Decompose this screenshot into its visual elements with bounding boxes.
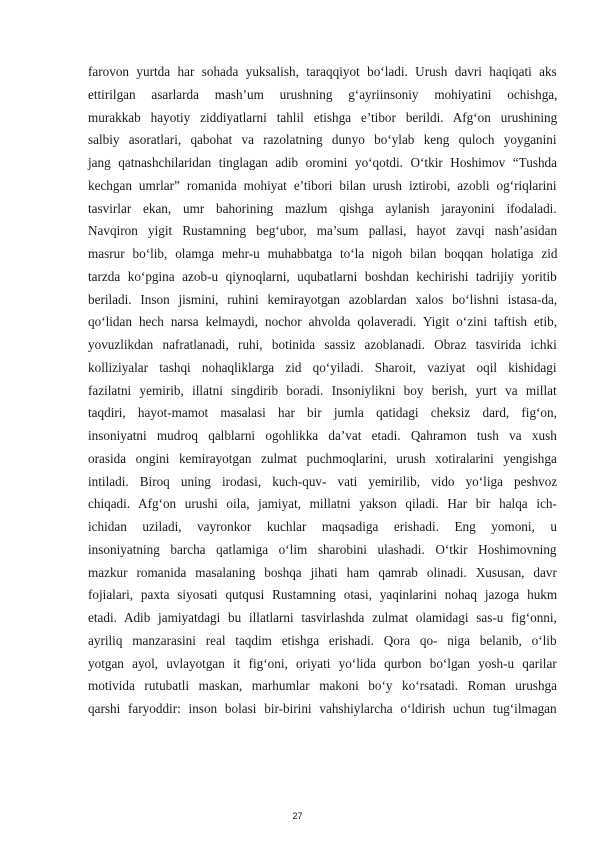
text-line: motivida rutubatli maskan, marhumlar makoni bo‘y ko‘rsatadi. Roman urushga bbox=[88, 678, 557, 694]
text-line: ichidan uziladi, vayronkor kuchlar maqsadiga erishadi. Eng yomoni, u bbox=[88, 519, 557, 534]
text-line: tarzda ko‘pgina azob-u qiynoqlarni, uqubatlarni boshdan kechirishi tadrijiy yoritib bbox=[88, 268, 557, 284]
text-line: ayriliq manzarasini real taqdim etishga erishadi. Qora qo- niga belanib, o‘lib bbox=[88, 632, 557, 648]
text-line: fazilatni yemirib, illatni singdirib boradi. Insoniylikni boy berish, yurt va millat bbox=[88, 382, 557, 398]
text-line: orasida ongini kemirayotgan zulmat puchmoqlarini, urush xotiralarini yengishga bbox=[88, 450, 557, 466]
text-line: mazkur romanida masalaning boshqa jihati ham qamrab olinadi. Xususan, davr bbox=[88, 564, 557, 580]
page-number: 27 bbox=[292, 811, 303, 821]
text-line: fojialari, paxta siyosati qutqusi Rustamning otasi, yaqinlarini nohaq jazoga hukm bbox=[88, 587, 558, 603]
text-line: murakkab hayotiy ziddiyatlarni tahlil etishga e’tibor berildi. Afg‘on urushining bbox=[88, 109, 558, 125]
text-line: masrur bo‘lib, olamga mehr-u muhabbatga to‘la nigoh bilan boqqan holatiga zid bbox=[88, 246, 558, 261]
text-line: chiqadi. Afg‘on urushi oila, jamiyat, millatni yakson qiladi. Har bir halqa ich- bbox=[88, 496, 557, 512]
text-line: ettirilgan asarlarda mash’um urushning g‘ayriinsoniy mohiyatini ochishga, bbox=[88, 86, 558, 102]
text-line: qarshi faryoddir: inson bolasi bir-birini vahshiylarcha o‘ldirish uchun tug‘ilmagan bbox=[88, 701, 557, 716]
text-line: etadi. Adib jamiyatdagi bu illatlarni tasvirlashda zulmat olamidagi sas-u fig‘onni, bbox=[88, 610, 557, 625]
text-line: yotgan ayol, uvlayotgan it fig‘oni, oriyati yo‘lida qurbon bo‘lgan yosh-u qarilar bbox=[88, 655, 557, 671]
text-line: Navqiron yigit Rustamning beg‘ubor, ma’sum pallasi, hayot zavqi nash’asidan bbox=[88, 223, 558, 239]
text-line: beriladi. Inson jismini, ruhini kemirayotgan azoblardan xalos bo‘lishni istasa-da, bbox=[88, 291, 558, 307]
text-line: jang qatnashchilaridan tinglagan adib oromini yo‘qotdi. O‘tkir Hoshimov “Tushda bbox=[88, 155, 558, 170]
text-line: farovon yurtda har sohada yuksalish, taraqqiyot bo‘ladi. Urush davri haqiqati aks bbox=[88, 64, 557, 79]
text-line: yovuzlikdan nafratlanadi, ruhi, botinida sassiz azoblanadi. Obraz tasvirida ichki bbox=[88, 337, 557, 352]
text-line: intiladi. Biroq uning irodasi, kuch-quv- vati yemirilib, vido yo‘liga peshvoz bbox=[88, 473, 558, 489]
text-line: kolliziyalar tashqi nohaqliklarga zid qo‘yiladi. Sharoit, vaziyat oqil kishidagi bbox=[88, 359, 557, 375]
text-line: qo‘lidan hech narsa kelmaydi, nochor ahvolda qolaveradi. Yigit o‘zini taftish etib, bbox=[88, 314, 558, 330]
text-line: insoniyatning barcha qatlamiga o‘lim sharobini ulashadi. O‘tkir Hoshimovning bbox=[88, 541, 557, 557]
text-line: salbiy asoratlari, qabohat va razolatning dunyo bo‘ylab keng quloch yoyganini bbox=[88, 132, 557, 148]
text-line: tasvirlar ekan, umr bahorining mazlum qishga aylanish jarayonini ifodaladi. bbox=[88, 200, 557, 216]
text-line: taqdiri, hayot-mamot masalasi har bir jumla qatidagi cheksiz dard, fig‘on, bbox=[88, 405, 557, 421]
text-line: kechgan umrlar” romanida mohiyat e’tibori bilan urush iztirobi, azobli og‘riqlarini bbox=[88, 177, 557, 193]
body-text bbox=[88, 61, 557, 721]
text-line: insoniyatni mudroq qalblarni ogohlikka da’vat etadi. Qahramon tush va xush bbox=[88, 428, 557, 443]
